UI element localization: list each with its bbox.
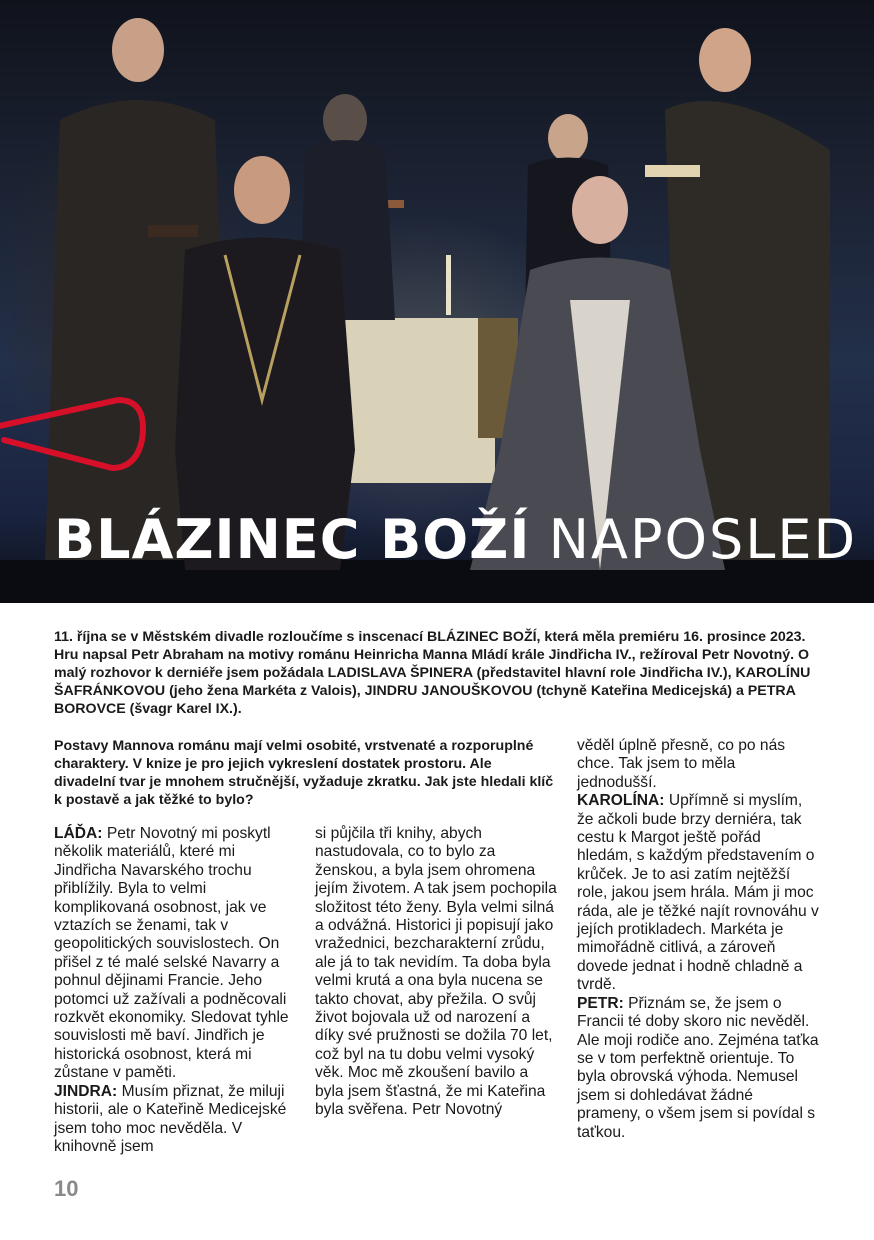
intro-paragraph: 11. října se v Městském divadle rozloučíme s inscenací BLÁZINEC BOŽÍ, která měla premiéru 16. prosince 2023. Hru napsal Petr Abraham na motivy románu Heinricha Manna Mládí krále Jindřicha IV., režíroval Petr Novotný. O malý rozhovor k derniéře jsem požádala LADISLAVA ŠPINERA (představitel hlavní role Jindřicha IV.), KAROLÍNU ŠAFRÁNKOVOU (jeho žena Markéta z Valois), JINDRU JANOUŠKOVOU (tchyně Kateřina Medicejská) a PETRA BOROVCE (švagr Karel IX.). <box>54 629 811 717</box>
answer-jindra-end: věděl úplně přesně, co po nás chce. Tak jsem to měla jednodušší. <box>577 737 786 791</box>
speaker-lada: LÁĎA: <box>54 825 103 842</box>
title-bold: BLÁZINEC BOŽÍ <box>54 508 531 571</box>
candle <box>446 255 451 315</box>
answer-lada-text: Petr Novotný mi poskytl několik materiálů, které mi Jindřicha Navarského trochu přiblížily. Byla to velmi komplikovaná osobnost, jak ve vztazích se ženami, tak v geopolitických souvislostech. On přišel z té malé selské Navarry a pohnul dějinami Francie. Jeho potomci už zažívali a podněcovali rozkvět ekonomiky. Sledovat tyhle souvislosti mě baví. Jindřich je historická osobnost, která mi zůstane v paměti. <box>54 825 289 1082</box>
answer-lada <box>54 825 294 1083</box>
page-title <box>54 505 858 575</box>
altar-cloth <box>345 318 495 483</box>
answer-karolina <box>577 792 819 994</box>
speaker-petr: PETR: <box>577 994 624 1012</box>
speaker-karolina: KAROLÍNA: <box>577 792 665 810</box>
text-column-2 <box>315 825 559 1120</box>
question-paragraph: Postavy Mannova románu mají velmi osobité, vrstvenaté a rozporuplné charaktery. V knize je pro jejich vykreslení dostatek prostoru. Ale divadelní tvar je mnohem stručnější, vyžaduje zkratku. Jak jste hledali klíč k postavě a jak těžké to bylo? <box>54 738 554 808</box>
hero-photo <box>0 0 874 603</box>
answer-karolina-text: Upřímně si myslím, že ačkoli bude brzy derniéra, tak cestu k Margot ještě pořád hledám, s každým představením o krůček. Je to asi zatím nejtěžší role, jakou jsem hrála. Mám ji moc ráda, ale je těžké najít rovnováhu v jejích protikladech. Markéta je mimořádně citlivá, a zároveň dovede jednat i hodně chladně a tvrdě. <box>577 792 819 994</box>
answer-petr <box>577 995 819 1142</box>
title-light: NAPOSLED <box>548 508 858 571</box>
monk-left-book <box>148 225 198 237</box>
text-column-1 <box>54 825 294 1156</box>
answer-jindra-continued: si půjčila tři knihy, abych nastudovala, co to bylo za ženskou, a byla jsem ohromena jejím životem. A tak jsem pochopila složitost této ženy. Byla velmi silná a odvážná. Historici ji popisují jako vražednici, bezcharakterní zrůdu, ale já to tak nevidím. Ta doba byla velmi krutá a ona byla nucena se takto chovat, aby přežila. O svůj život bojovala už od narození a díky své pružnosti se dožila 70 let, což byl na tu dobu velmi vysoký věk. Moc mě zkoušení bavilo a byla jsem šťastná, že mi Kateřina byla svěřena. Petr Novotný <box>315 825 557 1119</box>
queen-head <box>572 176 628 244</box>
answer-jindra <box>54 1083 294 1157</box>
king-head <box>234 156 290 224</box>
text-column-3 <box>577 737 819 1142</box>
monk-left-head <box>112 18 164 82</box>
monk-right-book <box>645 165 700 177</box>
bg-figure-head-1 <box>323 94 367 146</box>
bg-figure-head-2 <box>548 114 588 162</box>
speaker-jindra: JINDRA: <box>54 1082 118 1100</box>
monk-right-head <box>699 28 751 92</box>
answer-jindra-text-1: Musím přiznat, že miluji historii, ale o Kateřině Medicejské jsem toho moc nevěděla. V knihovně jsem <box>54 1082 287 1155</box>
answer-petr-text: Přiznám se, že jsem o Francii té doby skoro nic nevěděl. Ale moji rodiče ano. Zejména taťka se v tom perfektně orientuje. To byla obrovská výhoda. Nemusel jsem si dohledávat žádné prameny, o všem jsem si povídal s taťkou. <box>577 994 819 1141</box>
page-number: 10 <box>54 1176 79 1201</box>
